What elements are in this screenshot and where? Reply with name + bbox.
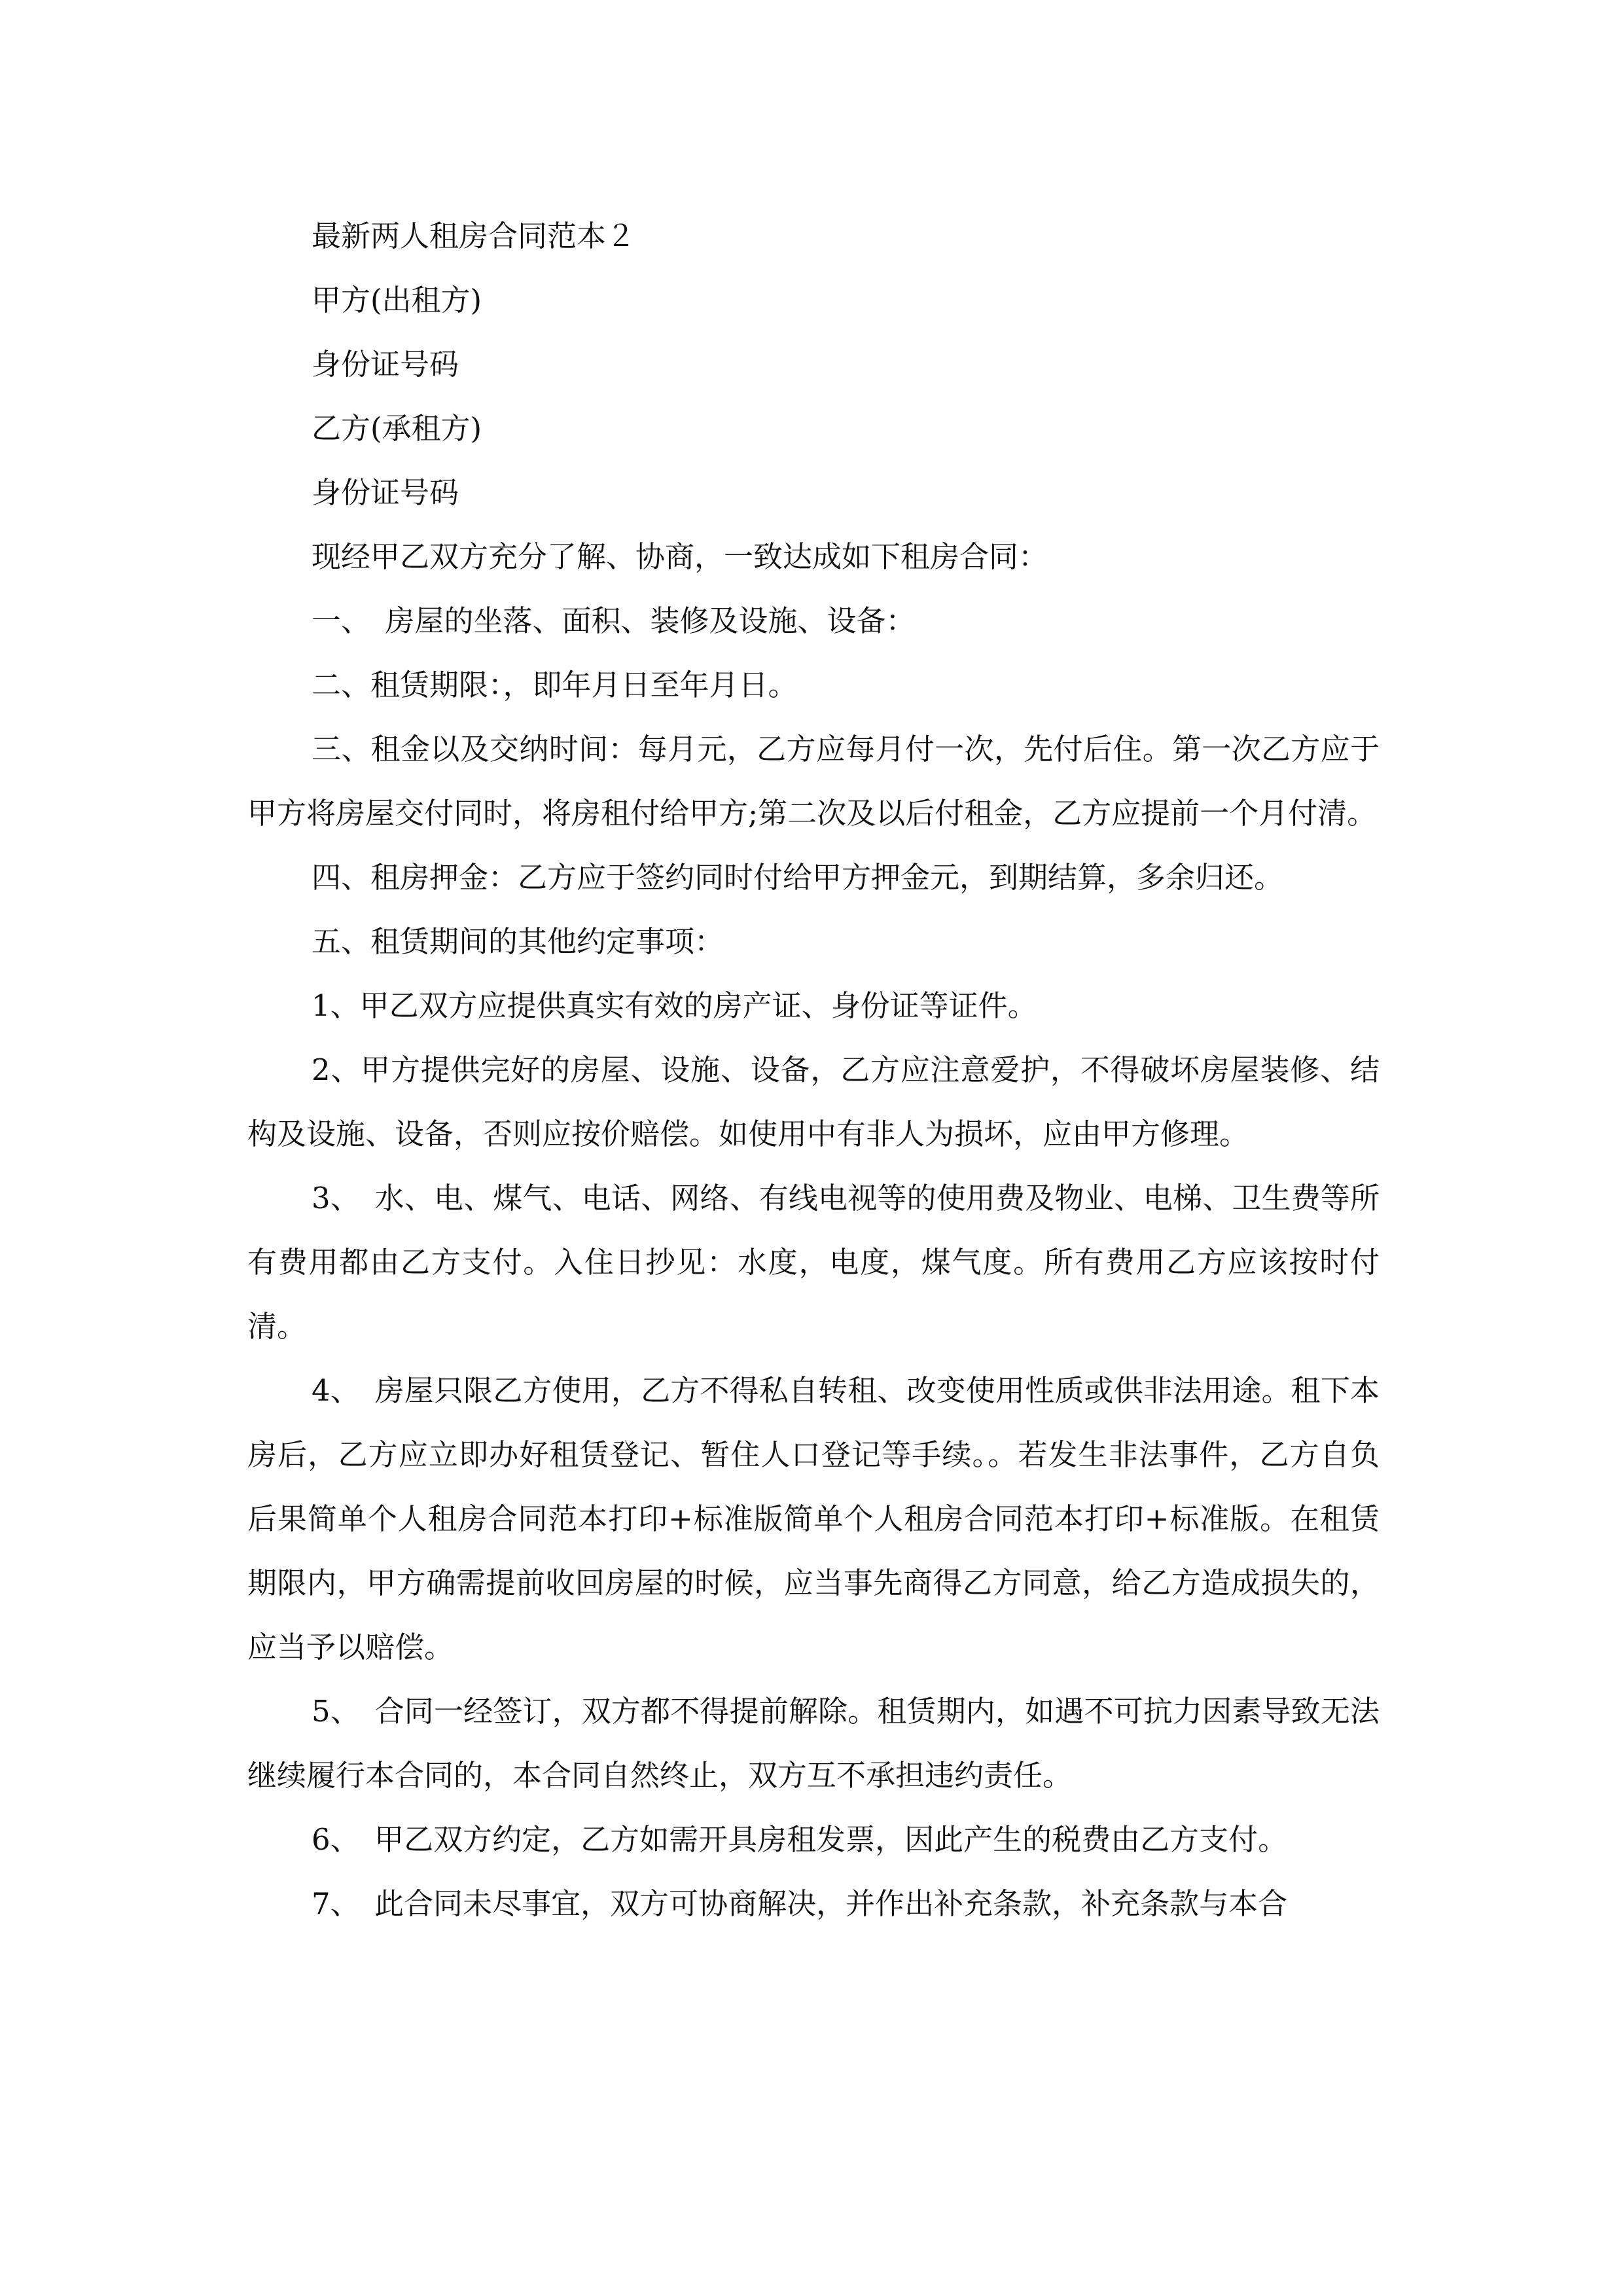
paragraph-lessor-id: 身份证号码 [312, 347, 459, 382]
clause-5: 五、租赁期间的其他约定事项： [312, 924, 724, 959]
clause-2: 二、租赁期限：，即年月日至年月日。 [312, 668, 798, 702]
paragraph-preamble: 现经甲乙双方充分了解、协商，一致达成如下租房合同： [312, 539, 1048, 574]
document-title: 最新两人租房合同范本２ [312, 219, 636, 253]
sub-clause-3: 3、 水、电、煤气、电话、网络、有线电视等的使用费及物业、电梯、卫生费等所有费用都由乙方支付。入住日抄见：水度，电度，煤气度。所有费用乙方应该按时付清。 [247, 1181, 1380, 1344]
document-body [247, 204, 1380, 1936]
sub-clause-6: 6、 甲乙双方约定，乙方如需开具房租发票，因此产生的税费由乙方支付。 [312, 1822, 1288, 1857]
sub-clause-4: 4、 房屋只限乙方使用，乙方不得私自转租、改变使用性质或供非法用途。租下本房后，乙方应立即办好租赁登记、暂住人口登记等手续。。若发生非法事件，乙方自负后果简单个人租房合同范本打印+标准版简单个人租房合同范本打印+标准版。在租赁期限内，甲方确需提前收回房屋的时候，应当事先商得乙方同意，给乙方造成损失的，应当予以赔偿。 [247, 1373, 1380, 1664]
paragraph-lessee-id: 身份证号码 [312, 475, 459, 510]
sub-clause-7: 7、 此合同未尽事宜，双方可协商解决，并作出补充条款，补充条款与本合 [312, 1886, 1288, 1921]
clause-3: 三、租金以及交纳时间：每月元，乙方应每月付一次，先付后住。第一次乙方应于甲方将房屋交付同时，将房租付给甲方;第二次及以后付租金，乙方应提前一个月付清。 [247, 732, 1380, 831]
clause-4: 四、租房押金：乙方应于签约同时付给甲方押金元，到期结算，多余归还。 [312, 860, 1284, 895]
paragraph-lessee: 乙方(承租方) [312, 411, 482, 446]
paragraph-lessor: 甲方(出租方) [312, 283, 482, 317]
sub-clause-2: 2、甲方提供完好的房屋、设施、设备，乙方应注意爱护，不得破坏房屋装修、结构及设施、设备，否则应按价赔偿。如使用中有非人为损坏，应由甲方修理。 [247, 1052, 1380, 1151]
clause-1: 一、 房屋的坐落、面积、装修及设施、设备： [312, 603, 916, 638]
sub-clause-5: 5、 合同一经签订，双方都不得提前解除。租赁期内，如遇不可抗力因素导致无法继续履行本合同的，本合同自然终止，双方互不承担违约责任。 [247, 1694, 1380, 1793]
sub-clause-1: 1、甲乙双方应提供真实有效的房产证、身份证等证件。 [312, 988, 1037, 1023]
